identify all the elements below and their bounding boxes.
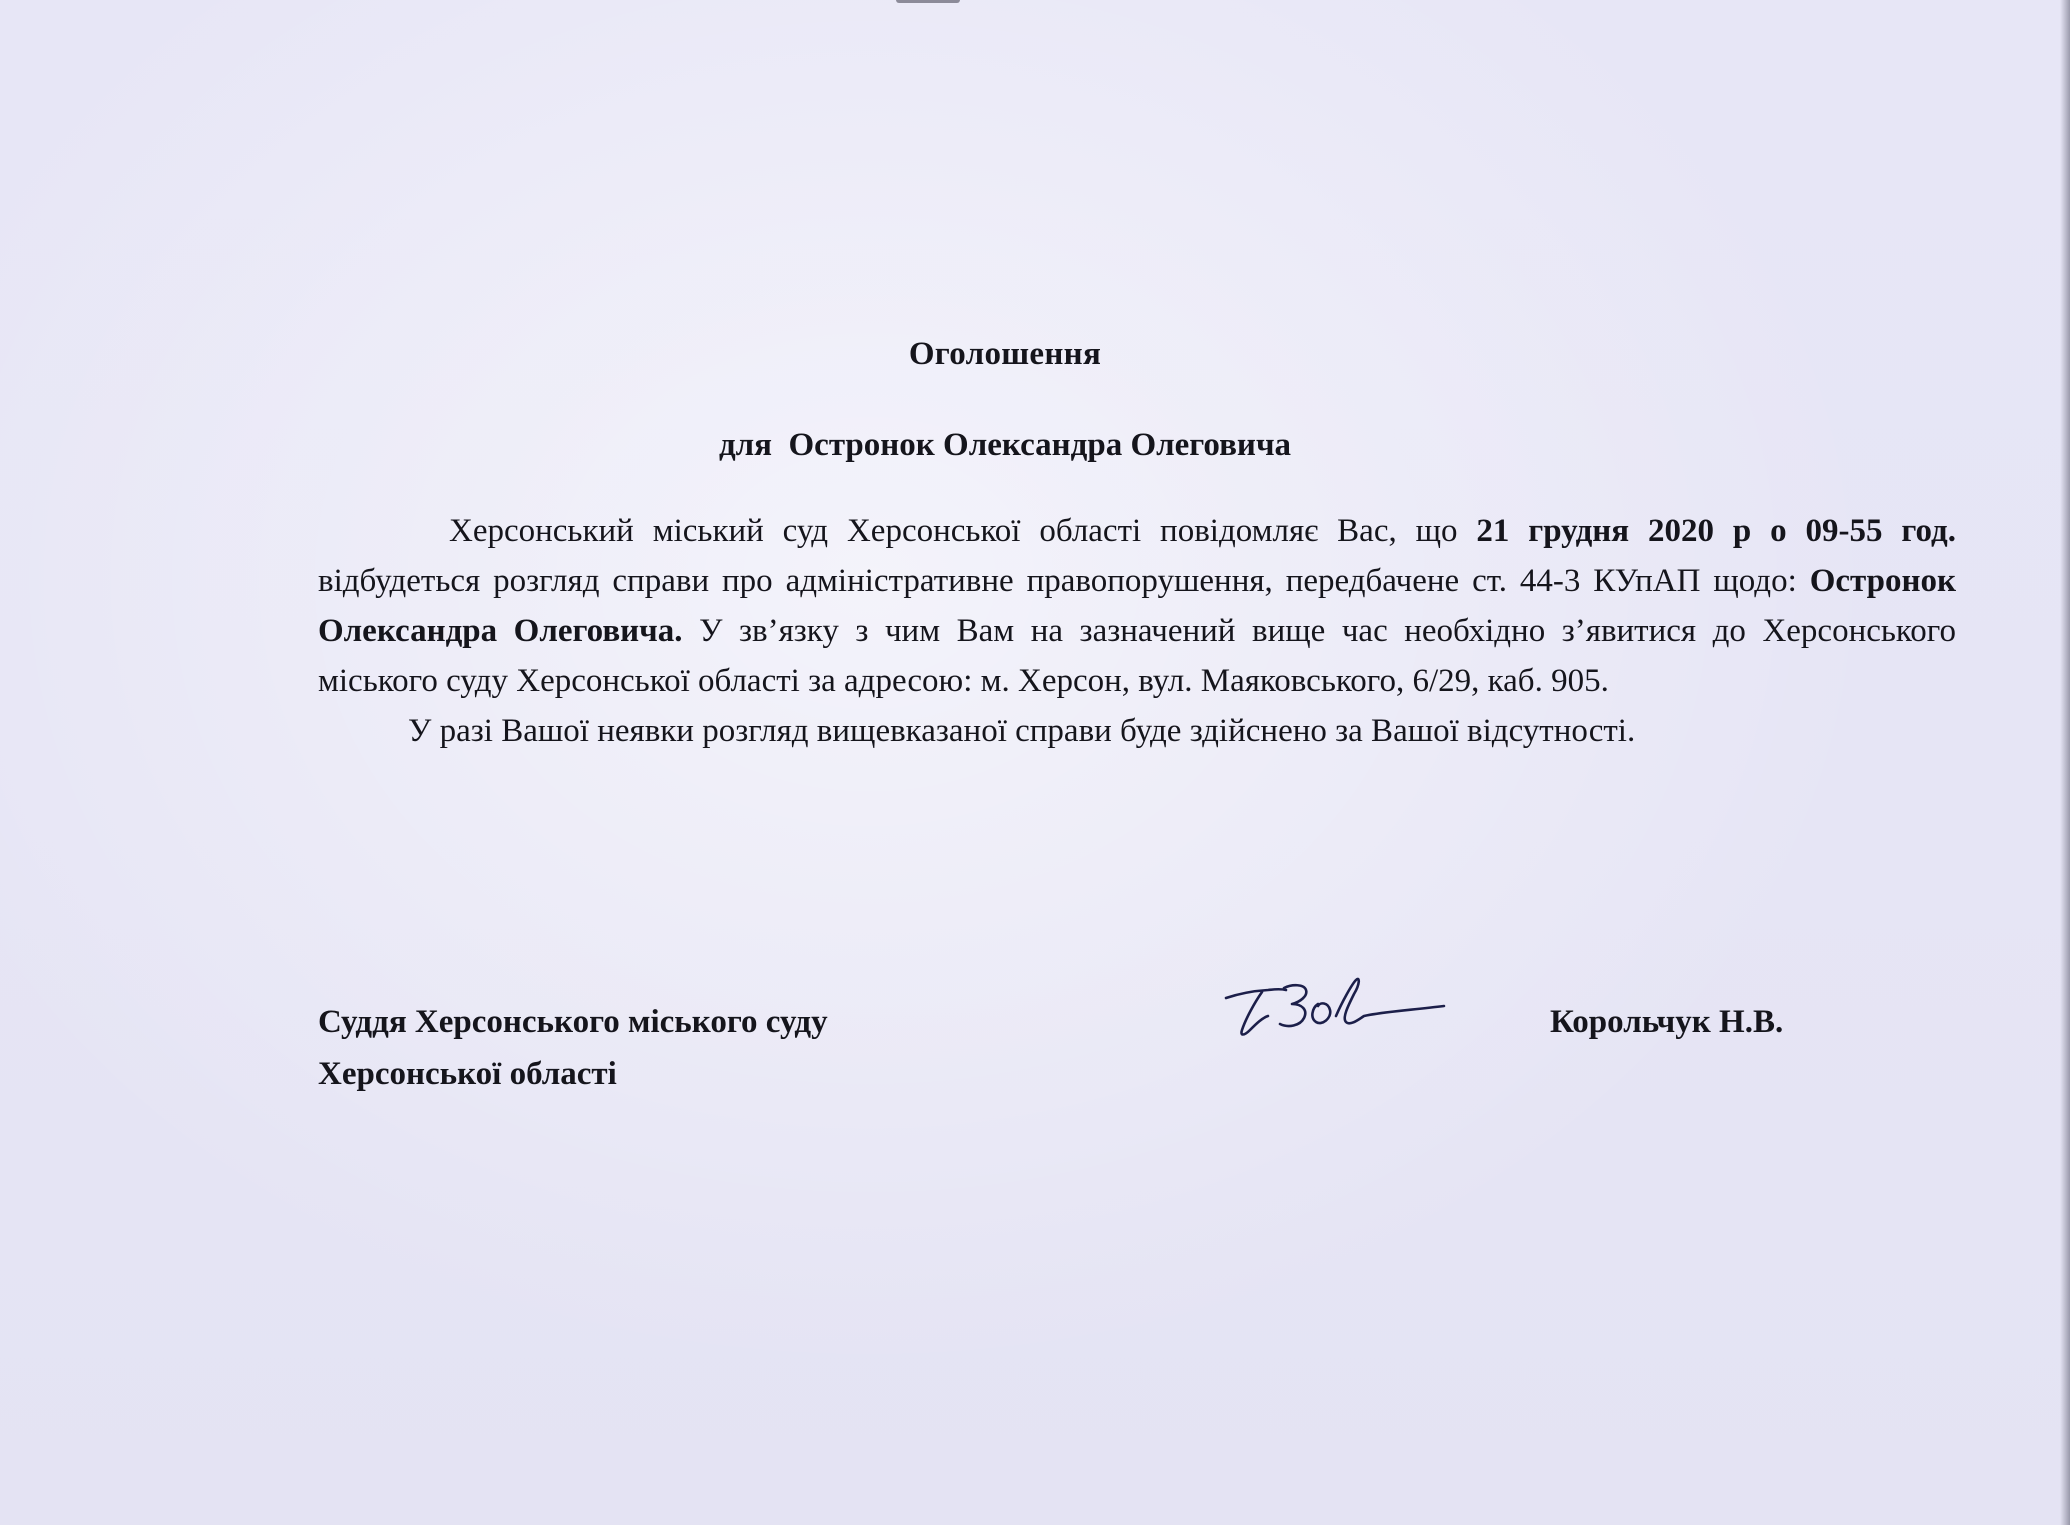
paragraph-1-text-a: Херсонський міський суд Херсонської області повідомляє Вас, що — [449, 513, 1477, 549]
handwritten-signature — [1222, 972, 1448, 1042]
right-edge-shadow — [2060, 0, 2070, 1525]
hearing-date-time: 21 грудня 2020 р о 09-55 год. — [1476, 513, 1956, 549]
paragraph-1-text-b: відбудеться розгляд справи про адміністративне правопорушення, передбачене ст. 44-3 КУпАП щодо: — [318, 563, 1810, 599]
notice-body — [318, 506, 1956, 756]
defendant-name: Остронок Олександра Олеговича. — [318, 563, 1956, 649]
recipient-line: для Остронок Олександра Олеговича — [718, 427, 1292, 463]
notice-paragraph-2: У разі Вашої неявки розгляд вищевказаної справи буде здійснено за Вашої відсутності. — [408, 713, 1636, 749]
signatory-position — [318, 996, 828, 1100]
top-edge-mark — [896, 0, 960, 3]
paragraph-1-text-c: У зв’язку з чим Вам на зазначений вище час необхідно з’явитися до Херсонського міського суду Херсонської області за адресою: м. Херсон, вул. Маяковського, 6/29, каб. 905. — [318, 613, 1956, 699]
signatory-position-line-1: Суддя Херсонського міського суду — [318, 1004, 828, 1040]
signatory-position-line-2: Херсонської області — [318, 1056, 617, 1092]
document-title: Оголошення — [908, 336, 1102, 372]
judge-name: Корольчук Н.В. — [1550, 1004, 1784, 1040]
notice-paragraph-1 — [318, 506, 1956, 706]
